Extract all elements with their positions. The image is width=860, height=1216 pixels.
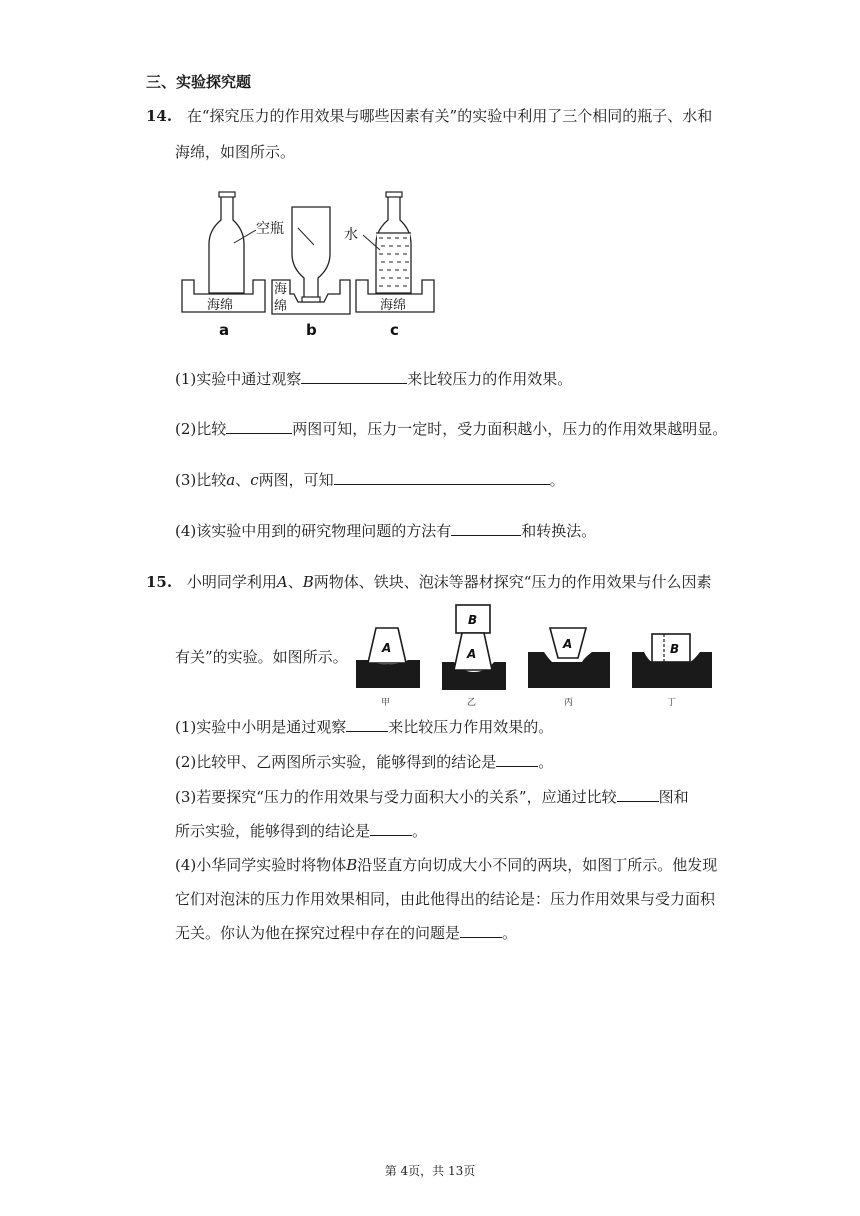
q14-sub4-pre: (4)该实验中用到的研究物理问题的方法有 — [175, 522, 452, 540]
q15-sub2-blank[interactable] — [496, 751, 538, 767]
q15-stem-p1: 小明同学利用 — [186, 573, 277, 591]
q14-sub3-mid: 两图，可知 — [258, 471, 334, 489]
label-sponge-a: 海绵 — [207, 298, 234, 313]
q15-sub1-post: 来比较压力作用效果的。 — [388, 718, 554, 736]
label-sponge-c: 海绵 — [380, 298, 407, 313]
q14-stem-line1 — [146, 106, 712, 126]
q15-stem-line2: 有关”的实验。如图所示。 — [175, 648, 348, 666]
page-footer: 第 4页，共 13页 — [384, 1164, 476, 1178]
q15-sub4-line3-pre: 无关。你认为他在探究过程中存在的问题是 — [175, 924, 461, 942]
q15-sub4-blank[interactable] — [460, 922, 502, 938]
caption-bing: 丙 — [564, 698, 574, 708]
yi-block-b-label: B — [468, 613, 478, 627]
q15-sub4-line2: 它们对泡沫的压力作用效果相同，由此他得出的结论是：压力作用效果与受力面积 — [175, 890, 716, 908]
q15-sub3-blank1[interactable] — [617, 786, 659, 802]
q15-sub3-blank2[interactable] — [370, 820, 412, 836]
q15-stem-p2: 两物体、铁块、泡沫等器材探究“压力的作用效果与什么因素 — [313, 573, 712, 591]
q15-stem-sep: 、 — [287, 573, 303, 591]
label-sponge-b-bottom: 绵 — [274, 299, 288, 314]
q14-sub3-a: a — [226, 471, 236, 489]
q15-sub1-blank[interactable] — [346, 716, 388, 732]
caption-yi: 乙 — [467, 698, 477, 708]
q15-sub3-line2 — [175, 820, 427, 841]
q15-sub4-line3-post: 。 — [502, 924, 518, 942]
foam-jia — [356, 660, 420, 688]
yi-block-a-label: A — [467, 647, 477, 661]
bottle-a — [209, 194, 244, 293]
q15-stem-line1 — [146, 572, 711, 592]
label-sponge-b-top: 海 — [274, 282, 288, 297]
q15-sub3-pre: (3)若要探究“压力的作用效果与受力面积大小的关系”，应通过比较 — [175, 788, 617, 806]
q14-number: 14. — [146, 107, 173, 125]
q14-stem-line2: 海绵，如图所示。 — [175, 143, 296, 161]
caption-a: a — [219, 321, 230, 339]
q15-sub2-post: 。 — [538, 753, 554, 771]
q14-sub3-c: c — [250, 471, 259, 489]
q15-sub3-post: 图和 — [658, 788, 689, 806]
caption-ding: 丁 — [667, 698, 677, 708]
q14-sub3-pre: (3)比较 — [175, 471, 227, 489]
q14-sub1-blank[interactable] — [301, 368, 407, 384]
q14-sub3-sep: 、 — [235, 471, 251, 489]
q15-sub1-pre: (1)实验中小明是通过观察 — [175, 718, 347, 736]
section-title: 三、实验探究题 — [146, 73, 252, 91]
label-empty-bottle: 空瓶 — [256, 221, 284, 237]
q15-sub4-b: B — [346, 856, 358, 874]
q14-sub2-pre: (2)比较 — [175, 420, 227, 438]
q14-sub2-blank[interactable] — [226, 418, 292, 434]
q15-figure — [354, 602, 714, 710]
q14-figure — [180, 190, 440, 340]
label-water: 水 — [344, 227, 358, 243]
q15-sub4-post: 沿竖直方向切成大小不同的两块，如图丁所示。他发现 — [357, 856, 718, 874]
q15-sub2-pre: (2)比较甲、乙两图所示实验，能够得到的结论是 — [175, 753, 497, 771]
caption-jia: 甲 — [381, 698, 391, 708]
q15-sub3-line2-post: 。 — [412, 822, 428, 840]
q14-sub4-blank[interactable] — [451, 520, 521, 536]
q15-sub3-line1 — [175, 786, 689, 807]
q14-sub1-pre: (1)实验中通过观察 — [175, 370, 302, 388]
q14-sub1 — [175, 368, 572, 389]
jia-block-a-label: A — [382, 641, 392, 655]
q14-sub3-post: 。 — [549, 471, 565, 489]
q14-sub2-post: 两图可知，压力一定时，受力面积越小，压力的作用效果越明显。 — [292, 420, 728, 438]
q14-sub3 — [175, 469, 565, 490]
q14-sub1-post: 来比较压力的作用效果。 — [407, 370, 573, 388]
ding-block-b-label: B — [670, 642, 680, 656]
q15-sub2 — [175, 751, 553, 772]
q14-sub2 — [175, 418, 727, 439]
q15-stem-b: B — [302, 573, 314, 591]
q15-sub1 — [175, 716, 553, 737]
q15-number: 15. — [146, 573, 173, 591]
q14-sub4 — [175, 520, 596, 541]
caption-b: b — [306, 321, 317, 339]
bing-block-a-label: A — [563, 637, 573, 651]
q14-sub4-post: 和转换法。 — [521, 522, 597, 540]
q15-sub4-line3 — [175, 922, 517, 943]
caption-c: c — [390, 321, 399, 339]
q15-sub4-pre: (4)小华同学实验时将物体 — [175, 856, 347, 874]
q14-stem-text: 在“探究压力的作用效果与哪些因素有关”的实验中利用了三个相同的瓶子、水和 — [186, 107, 713, 125]
q15-sub4-line1 — [175, 855, 717, 875]
bottle-b — [292, 207, 330, 300]
q15-stem-a: A — [276, 573, 288, 591]
q15-sub3-line2-pre: 所示实验，能够得到的结论是 — [175, 822, 371, 840]
q14-sub3-blank[interactable] — [334, 469, 550, 485]
